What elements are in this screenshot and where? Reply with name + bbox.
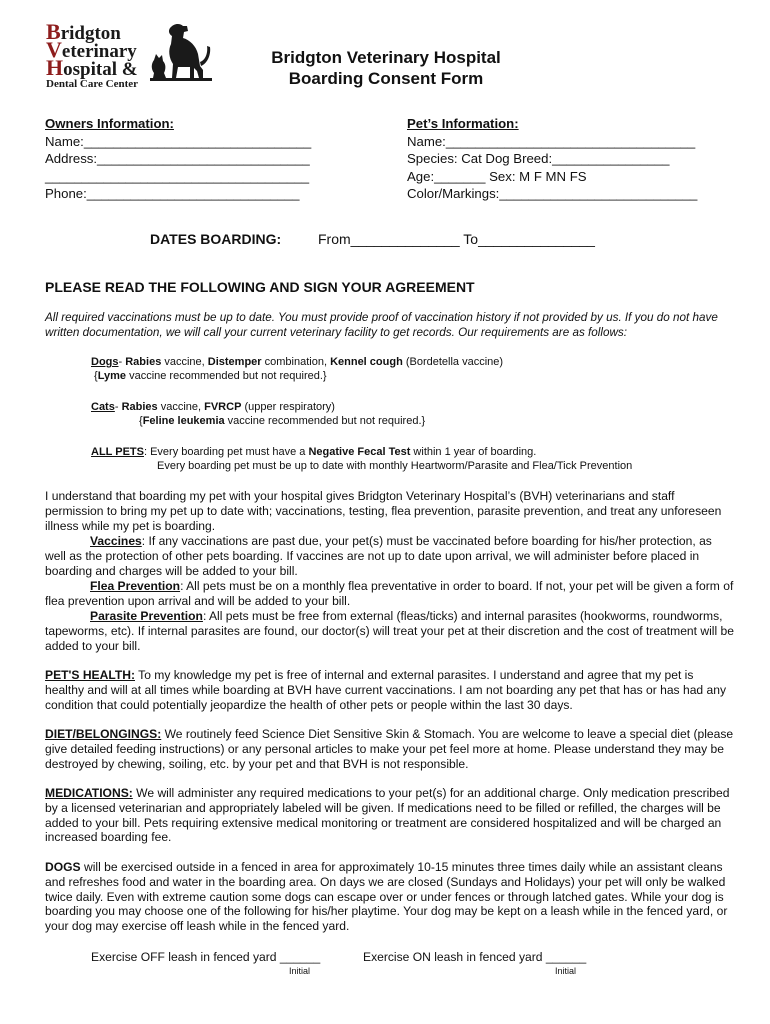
dates-boarding-label: DATES BOARDING:: [150, 231, 282, 247]
owners-heading: Owners Information:: [45, 116, 174, 131]
pet-age-sex-field[interactable]: Age:_______ Sex: M F MN FS: [407, 168, 587, 184]
dates-boarding-field[interactable]: From______________ To_______________: [318, 231, 595, 247]
vaccination-intro: All required vaccinations must be up to date. You must provide proof of vaccination history if not provided by us. If you do not have written documentation, we will call your current veterinary facility to get records. Our requirements are as follows:: [45, 311, 718, 339]
owner-address-field[interactable]: Address:_____________________________: [45, 151, 310, 166]
owner-name-field[interactable]: Name:_______________________________: [45, 133, 312, 149]
pets-heading: Pet’s Information:: [407, 116, 519, 131]
dogs-exercise-paragraph: DOGS will be exercised outside in a fenced in area for approximately 10-15 minutes three times daily while an assistant cleans and refreshes food and water in the boarding area. On days we are closed (Sundays and Holidays) your pet will only be walked twice daily. Even with extreme caution some dogs can escape over or under fences or through latched gates. While your dog is boarding you may choose one of the following for his/her playtime. Your dog may be kept on a leash while in the fenced yard, or your dog may exercise off leash while in the fenced yard.: [45, 860, 728, 934]
owner-phone-field[interactable]: Phone:_____________________________: [45, 186, 300, 201]
vaccines-paragraph: Vaccines: If any vaccinations are past due, your pet(s) must be vaccinated before boarding for his/her protection, as well as the protection of other pets boarding. If vaccines are not up to date upon arrival, we will administer before placed in boarding and charges will be added to your bill.: [45, 534, 712, 578]
logo-line-2: Veterinary: [46, 37, 137, 62]
diet-belongings-paragraph: DIET/BELONGINGS: We routinely feed Science Diet Sensitive Skin & Stomach. You are welcome to leave a special diet (please give detailed feeding instructions) or any personal articles to make your pet feel more at home. Please understand they may be destroyed by chewing, soiling, etc. by your pet and that BVH is not responsible.: [45, 727, 734, 771]
pet-species-breed-field[interactable]: Species: Cat Dog Breed:________________: [407, 151, 670, 166]
pet-color-markings-field[interactable]: Color/Markings:___________________________: [407, 186, 698, 201]
pets-information: [407, 115, 697, 203]
understand-paragraph: I understand that boarding my pet with your hospital gives Bridgton Veterinary Hospital’s (BVH) veterinarians and staff permission to bring my pet up to date with; vaccinations, testing, flea prevention, parasite prevention, and treat any unforeseen illness while my pet is boarding.: [45, 489, 722, 533]
logo-line-1: Bridgton: [46, 19, 121, 44]
all-pets-line-2: Every boarding pet must be up to date with monthly Heartworm/Parasite and Flea/Tick Prevention: [157, 459, 633, 472]
dogs-requirements: Dogs- Rabies vaccine, Distemper combination, Kennel cough (Bordetella vaccine) {Lyme vaccine recommended but not required.}: [91, 356, 504, 382]
logo: [46, 19, 216, 90]
logo-line-3: Hospital &: [46, 55, 138, 80]
medications-paragraph: MEDICATIONS: We will administer any required medications to your pet(s) for an additional charge. Only medication prescribed by a licensed veterinarian and appropriately labeled will be given. If medications need to be filled or refilled, the charges will be added to your bill. Pets requiring extensive medical monitoring or treatment are considered hospitalized and will be charged an increased boarding fee.: [45, 786, 730, 845]
form-title-line-1: Bridgton Veterinary Hospital: [271, 48, 501, 67]
logo-dental-line: Dental Care Center: [46, 78, 139, 90]
dog-cat-silhouette-icon: [150, 22, 212, 82]
initial-label-on: Initial: [555, 966, 577, 976]
agreement-heading: PLEASE READ THE FOLLOWING AND SIGN YOUR AGREEMENT: [45, 279, 475, 295]
exercise-on-leash-field[interactable]: Exercise ON leash in fenced yard ______: [363, 950, 587, 964]
form-title-line-2: Boarding Consent Form: [288, 69, 484, 88]
flea-prevention-paragraph: Flea Prevention: All pets must be on a monthly flea preventative in order to board. If not, your pet will be given a form of flea prevention upon arrival and will be added to your bill.: [45, 579, 734, 608]
cats-requirements: Cats- Rabies vaccine, FVRCP (upper respiratory) {Feline leukemia vaccine recommended but not required.}: [91, 401, 426, 427]
owner-address-line-2-field[interactable]: ____________________________________: [45, 168, 310, 184]
all-pets-requirements: ALL PETS: Every boarding pet must have a Negative Fecal Test within 1 year of boarding. Every boarding pet must be up to date with monthly Heartworm/Parasite and Flea/Tick Prevention: [91, 446, 633, 472]
pet-name-field[interactable]: Name:__________________________________: [407, 133, 696, 149]
pets-health-paragraph: PET'S HEALTH: To my knowledge my pet is free of internal and external parasites. I understand and agree that my pet is healthy and will at all times while boarding at BVH have current vaccinations. I am not boarding any pet that has or has had any condition that could potentially jeopardize the health of other pets or people within the last 30 days.: [45, 668, 726, 712]
parasite-prevention-paragraph: Parasite Prevention: All pets must be free from external (fleas/ticks) and internal parasites (hookworms, roundworms, tapeworms, etc). If internal parasites are found, our doctor(s) will treat your pet at their discretion and the cost of treatment will be added to your bill.: [45, 609, 734, 653]
owners-information: [45, 115, 311, 203]
initial-label-off: Initial: [289, 966, 311, 976]
exercise-off-leash-field[interactable]: Exercise OFF leash in fenced yard ______: [91, 950, 321, 964]
